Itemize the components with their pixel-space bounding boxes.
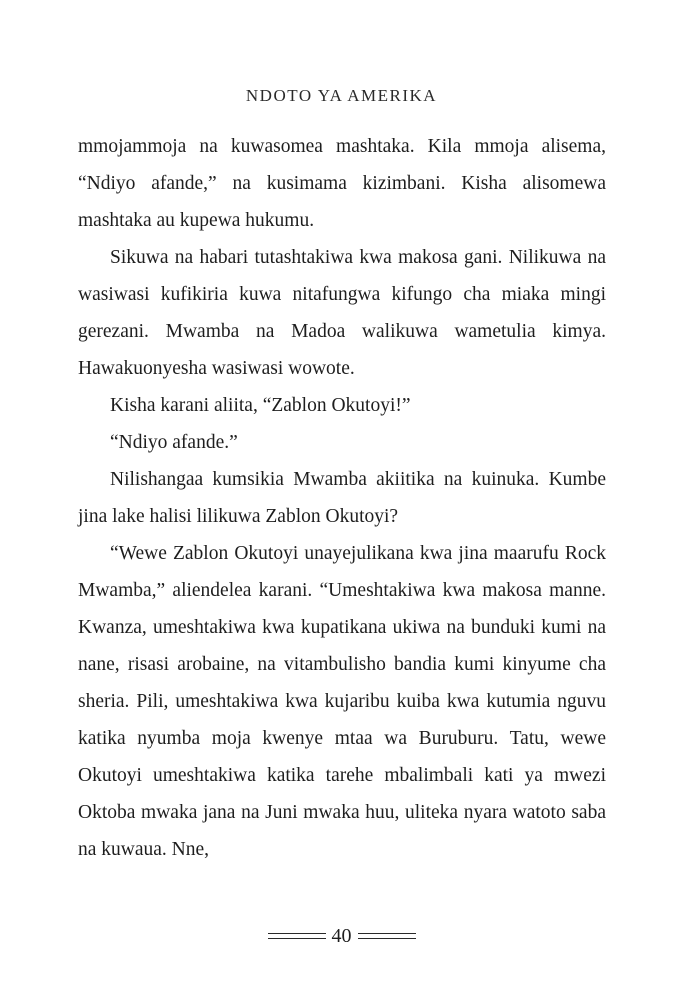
page-number: 40 bbox=[331, 925, 352, 947]
page-folio bbox=[0, 926, 683, 946]
folio-rule-left bbox=[268, 933, 326, 939]
folio-rule-right bbox=[358, 933, 416, 939]
paragraph-6: “Wewe Zablon Okutoyi unayejulikana kwa jina maarufu Rock Mwamba,” aliendelea karani. “Umeshtakiwa kwa makosa manne. Kwanza, umeshtakiwa kwa kupatikana ukiwa na bunduki kumi na nane, risasi arobaine, na vitambulisho bandia kumi kinyume cha sheria. Pili, umeshtakiwa kwa kujaribu kuiba kwa kutumia nguvu katika nyumba moja kwenye mtaa wa Buruburu. Tatu, wewe Okutoyi umeshtakiwa katika tarehe mbalimbali kati ya mwezi Oktoba mwaka jana na Juni mwaka huu, uliteka nyara watoto saba na kuwaua. Nne, bbox=[78, 543, 606, 860]
body-text bbox=[78, 128, 606, 868]
paragraph-5: Nilishangaa kumsikia Mwamba akiitika na kuinuka. Kumbe jina lake halisi lilikuwa Zablon Okutoyi? bbox=[78, 469, 606, 527]
paragraph-2: Sikuwa na habari tutashtakiwa kwa makosa gani. Nilikuwa na wasiwasi kufikiria kuwa nitafungwa kifungo cha miaka mingi gerezani. Mwamba na Madoa walikuwa wametulia kimya. Hawakuonyesha wasiwasi wowote. bbox=[78, 247, 606, 379]
paragraph-1: mmojammoja na kuwasomea mashtaka. Kila mmoja alisema, “Ndiyo afande,” na kusimama kizimbani. Kisha alisomewa mashtaka au kupewa hukumu. bbox=[78, 136, 606, 231]
paragraph-3: Kisha karani aliita, “Zablon Okutoyi!” bbox=[110, 395, 411, 416]
paragraph-4: “Ndiyo afande.” bbox=[110, 432, 238, 453]
running-head: NDOTO YA AMERIKA bbox=[245, 86, 438, 105]
